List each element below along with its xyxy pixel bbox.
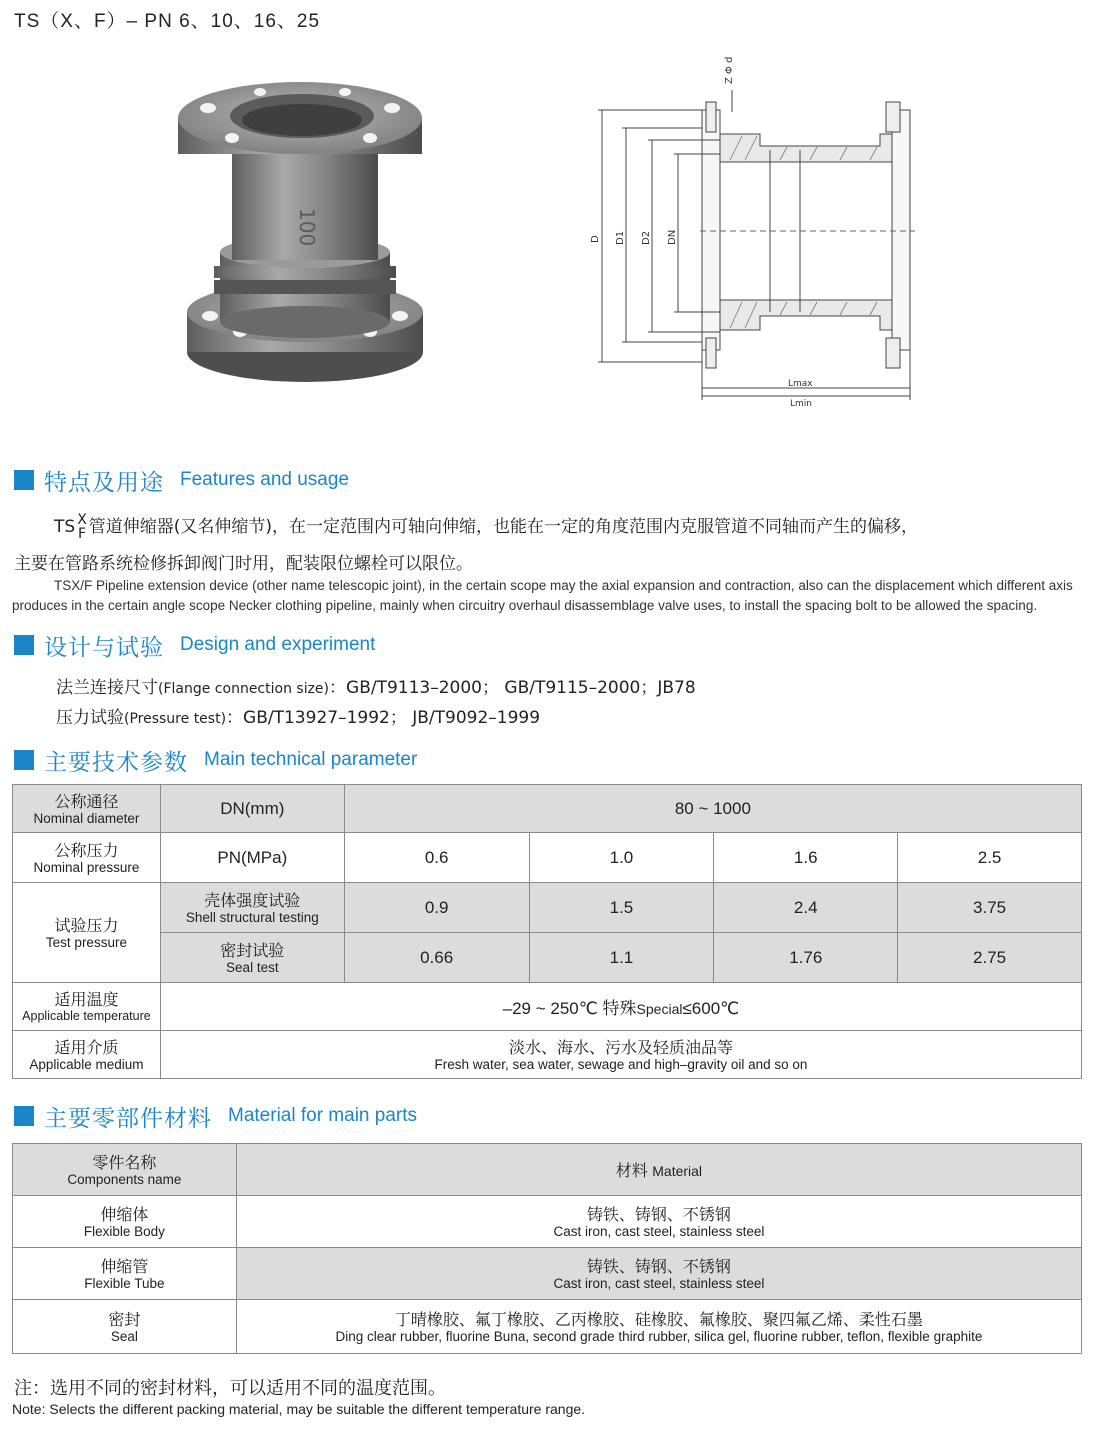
model-prefix: TS [54, 517, 76, 537]
dim-lmin-label: Lmin [790, 399, 812, 409]
design-heading-cn: 设计与试验 [44, 634, 164, 661]
pn-value: 2.5 [898, 833, 1082, 883]
design-heading [14, 630, 375, 660]
materials-heading-en: Material for main parts [228, 1105, 418, 1126]
note-cn: 注：选用不同的密封材料，可以适用不同的温度范围。 [14, 1378, 446, 1399]
temperature-value: –29 ~ 250℃ 特殊Special≤600℃ [160, 983, 1081, 1031]
features-para-en: TSX/F Pipeline extension device (other name telescopic joint), in the certain scope may the axial expansion and contraction, also can the displacement which different axis produces in the certain angle scope Necker clothing pipeline, mainly when circuitry overhaul disassemblage valve uses, to install the spacing bolt to be allowed the spacing. [12, 578, 1073, 613]
features-para1-cn: 管道伸缩器(又名伸缩节)，在一定范围内可轴向伸缩，也能在一定的角度范围内克服管道不同轴而产生的偏移， [88, 517, 919, 537]
product-photo [170, 80, 430, 390]
pressure-value: ：GB/T13927–1992； JB/T9092–1999 [226, 708, 541, 728]
model-stack [77, 513, 87, 541]
bolt-dim-label: Z Φ d [724, 56, 735, 84]
features-heading [14, 465, 349, 495]
note-en: Note: Selects the different packing material, may be suitable the different temperature range. [12, 1401, 586, 1417]
model-x: X [77, 512, 87, 528]
materials-heading-cn: 主要零部件材料 [44, 1105, 212, 1132]
dim-D-label: D [590, 235, 601, 243]
nominal-diameter-label: 公称通径 Nominal diameter [13, 785, 161, 833]
params-table [12, 784, 1082, 1079]
table-row [13, 933, 1082, 983]
flange-value: ：GB/T9113–2000； GB/T9115–2000；JB78 [329, 678, 696, 698]
medium-label: 适用介质 Applicable medium [13, 1031, 161, 1079]
materials-heading [14, 1101, 417, 1131]
photo-casting-mark: 100 [295, 208, 319, 247]
table-row [13, 1144, 1082, 1196]
params-heading-en: Main technical parameter [204, 749, 418, 770]
shell-test-value: 0.9 [344, 883, 529, 933]
shell-test-value: 2.4 [714, 883, 898, 933]
dim-D2-label: D2 [641, 230, 652, 245]
section-square-icon [14, 635, 34, 655]
temperature-label: 适用温度 Applicable temperature [13, 983, 161, 1031]
table-row [13, 1248, 1082, 1300]
test-pressure-label: 试验压力 Test pressure [13, 883, 161, 983]
pn-value: 1.0 [529, 833, 714, 883]
section-square-icon [14, 470, 34, 490]
seal-test-value: 1.76 [714, 933, 898, 983]
materials-table [12, 1143, 1082, 1354]
model-f: F [77, 526, 87, 542]
seal-test-label: 密封试验 Seal test [160, 933, 344, 983]
table-row [13, 983, 1082, 1031]
component-name: 密封 Seal [13, 1300, 237, 1354]
seal-test-value: 1.1 [529, 933, 714, 983]
shell-test-value: 1.5 [529, 883, 714, 933]
nominal-pressure-label: 公称压力 Nominal pressure [13, 833, 161, 883]
flange-label-cn: 法兰连接尺寸 [56, 678, 158, 698]
component-name: 伸缩管 Flexible Tube [13, 1248, 237, 1300]
features-paragraph-line1 [54, 512, 918, 541]
params-heading-cn: 主要技术参数 [44, 749, 188, 776]
dim-D1-label: D1 [615, 230, 626, 245]
features-para2-cn: 主要在管路系统检修拆卸阀门时用，配装限位螺栓可以限位。 [14, 554, 473, 574]
dn-unit: DN(mm) [160, 785, 344, 833]
pressure-label-en: (Pressure test) [124, 711, 227, 727]
flange-label-en: (Flange connection size) [158, 681, 330, 697]
dim-DN-label: DN [667, 229, 678, 245]
table-row [13, 883, 1082, 933]
seal-test-value: 2.75 [898, 933, 1082, 983]
table-row [13, 1031, 1082, 1079]
features-heading-cn: 特点及用途 [44, 469, 164, 496]
technical-drawing [580, 50, 940, 415]
design-heading-en: Design and experiment [180, 634, 376, 655]
table-row [13, 1196, 1082, 1248]
components-name-header: 零件名称 Components name [13, 1144, 237, 1196]
component-material: 铸铁、铸钢、不锈钢 Cast iron, cast steel, stainless steel [236, 1248, 1081, 1300]
page-title: TS（X、F）– PN 6、10、16、25 [14, 11, 321, 32]
features-heading-en: Features and usage [180, 469, 350, 490]
medium-value: 淡水、海水、污水及轻质油品等 Fresh water, sea water, sewage and high–gravity oil and so on [160, 1031, 1081, 1079]
seal-test-value: 0.66 [344, 933, 529, 983]
pn-value: 1.6 [714, 833, 898, 883]
pressure-label-cn: 压力试验 [56, 708, 124, 728]
dn-range: 80 ~ 1000 [344, 785, 1081, 833]
pressure-test-line [56, 703, 540, 728]
table-row [13, 833, 1082, 883]
material-header: 材料 Material [236, 1144, 1081, 1196]
table-row [13, 785, 1082, 833]
component-material: 丁晴橡胶、氟丁橡胶、乙丙橡胶、硅橡胶、氟橡胶、聚四氟乙烯、柔性石墨 Ding clear rubber, fluorine Buna, second grade third rubber, silica gel, fluorine rubber, teflon, flexible graphite [236, 1300, 1081, 1354]
section-square-icon [14, 1106, 34, 1126]
component-material: 铸铁、铸钢、不锈钢 Cast iron, cast steel, stainless steel [236, 1196, 1081, 1248]
pn-unit: PN(MPa) [160, 833, 344, 883]
table-row [13, 1300, 1082, 1354]
pn-value: 0.6 [344, 833, 529, 883]
shell-test-value: 3.75 [898, 883, 1082, 933]
params-heading [14, 745, 417, 775]
section-square-icon [14, 750, 34, 770]
component-name: 伸缩体 Flexible Body [13, 1196, 237, 1248]
flange-size-line [56, 673, 696, 698]
shell-test-label: 壳体强度试验 Shell structural testing [160, 883, 344, 933]
dim-lmax-label: Lmax [788, 379, 813, 389]
